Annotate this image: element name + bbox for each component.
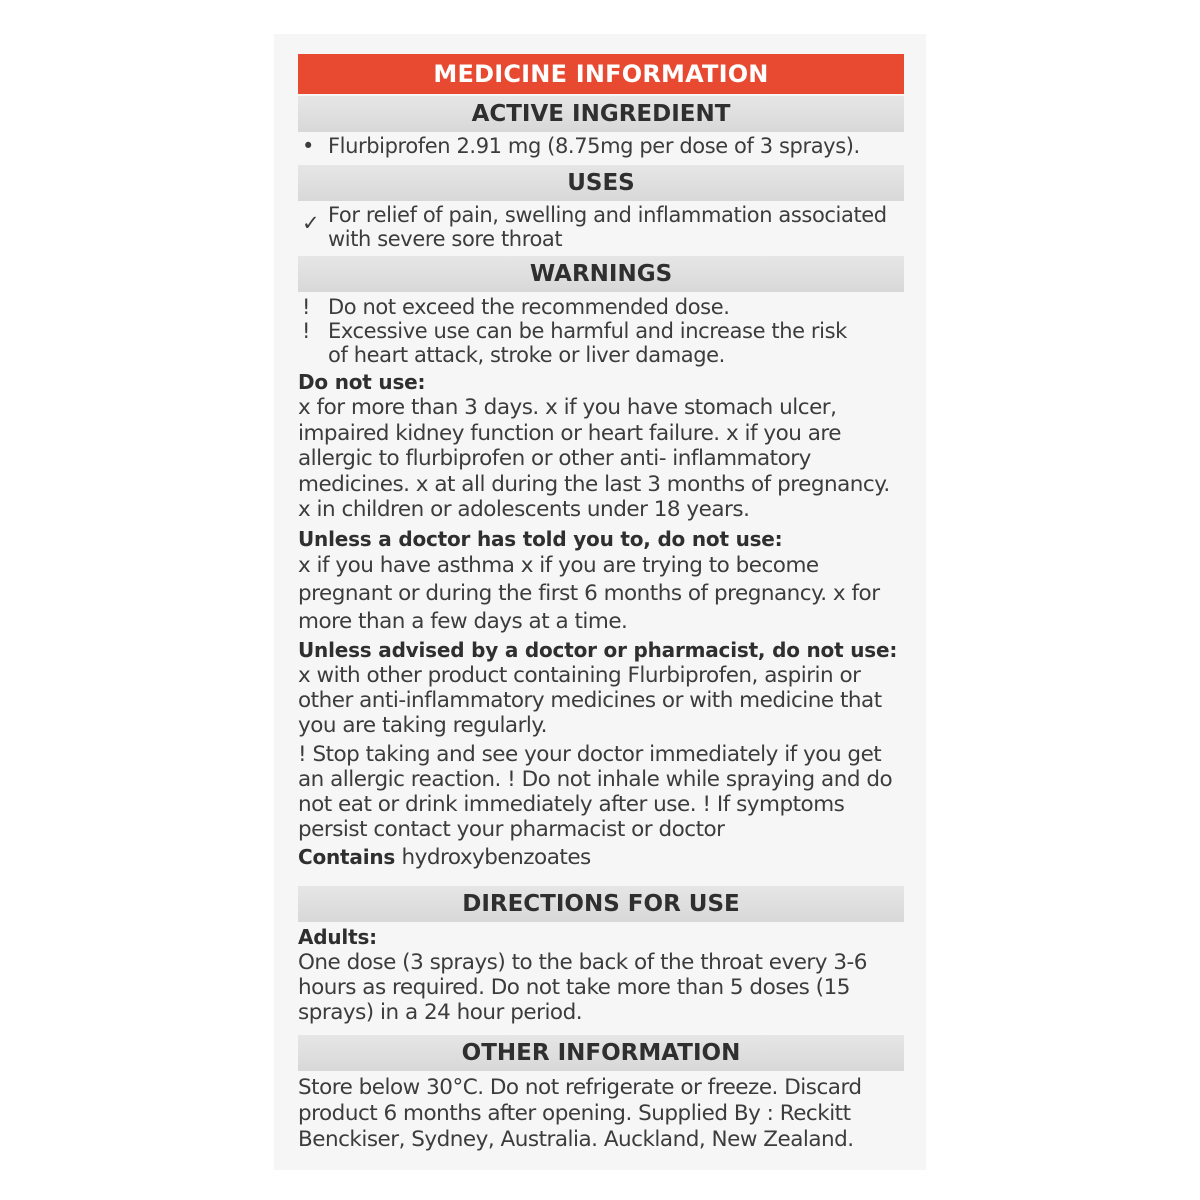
uses-heading: USES [298,165,904,201]
uses-text: For relief of pain, swelling and inflammation associated with severe sore throat [328,203,887,251]
active-ingredient-item [298,134,904,159]
warning-item-1 [298,295,904,319]
checkmark-icon: ✓ [302,211,320,235]
contains-line [298,845,904,871]
doctor-do-not-use-label: Unless a doctor has told you to, do not use: [298,526,783,551]
medicine-information-banner: MEDICINE INFORMATION [298,54,904,94]
other-information-text: Store below 30°C. Do not refrigerate or freeze. Discard product 6 months after opening. Supplied By : Reckitt Benckiser, Sydney, Australia. Auckland, New Zealand. [298,1075,862,1152]
warnings-heading: WARNINGS [298,256,904,292]
do-not-use-label: Do not use: [298,370,426,394]
panel-content [298,54,904,1153]
warning-text-2: Excessive use can be harmful and increase the risk of heart attack, stroke or liver damage. [328,319,847,367]
do-not-use-text: x for more than 3 days. x if you have stomach ulcer, impaired kidney function or heart failure. x if you are allergic to flurbiprofen or other anti- inflammatory medicines. x at all during the last 3 months of pregnancy. x in children or adolescents under 18 years. [298,395,890,522]
pharmacist-do-not-use-text: x with other product containing Flurbiprofen, aspirin or other anti-inflammatory medicines or with medicine that you are taking regularly. [298,662,882,738]
contains-text: hydroxybenzoates [401,844,591,870]
directions-heading: DIRECTIONS FOR USE [298,886,904,922]
warning-text-1: Do not exceed the recommended dose. [328,295,730,319]
exclamation-icon: ! [302,295,311,319]
active-ingredient-heading: ACTIVE INGREDIENT [298,96,904,132]
other-information-heading: OTHER INFORMATION [298,1035,904,1071]
active-ingredient-text: Flurbiprofen 2.91 mg (8.75mg per dose of 3 sprays). [328,134,860,158]
adults-text: One dose (3 sprays) to the back of the throat every 3-6 hours as required. Do not take more than 5 doses (15 sprays) in a 24 hour period. [298,950,867,1025]
exclamation-icon: ! [302,319,311,343]
stop-taking-text: ! Stop taking and see your doctor immediately if you get an allergic reaction. ! Do not inhale while spraying and do not eat or drink immediately after use. ! If symptoms persist contact your pharmacist or doctor [298,741,893,842]
contains-label: Contains [298,844,396,869]
uses-item [298,203,904,251]
pharmacist-do-not-use-label: Unless advised by a doctor or pharmacist, do not use: [298,637,898,662]
medicine-information-panel [274,34,926,1170]
warning-item-2 [298,319,904,367]
doctor-do-not-use-text: x if you have asthma x if you are trying to become pregnant or during the first 6 months of pregnancy. x for more than a few days at a time. [298,552,880,634]
adults-label: Adults: [298,925,377,949]
bullet-icon: • [302,134,314,158]
